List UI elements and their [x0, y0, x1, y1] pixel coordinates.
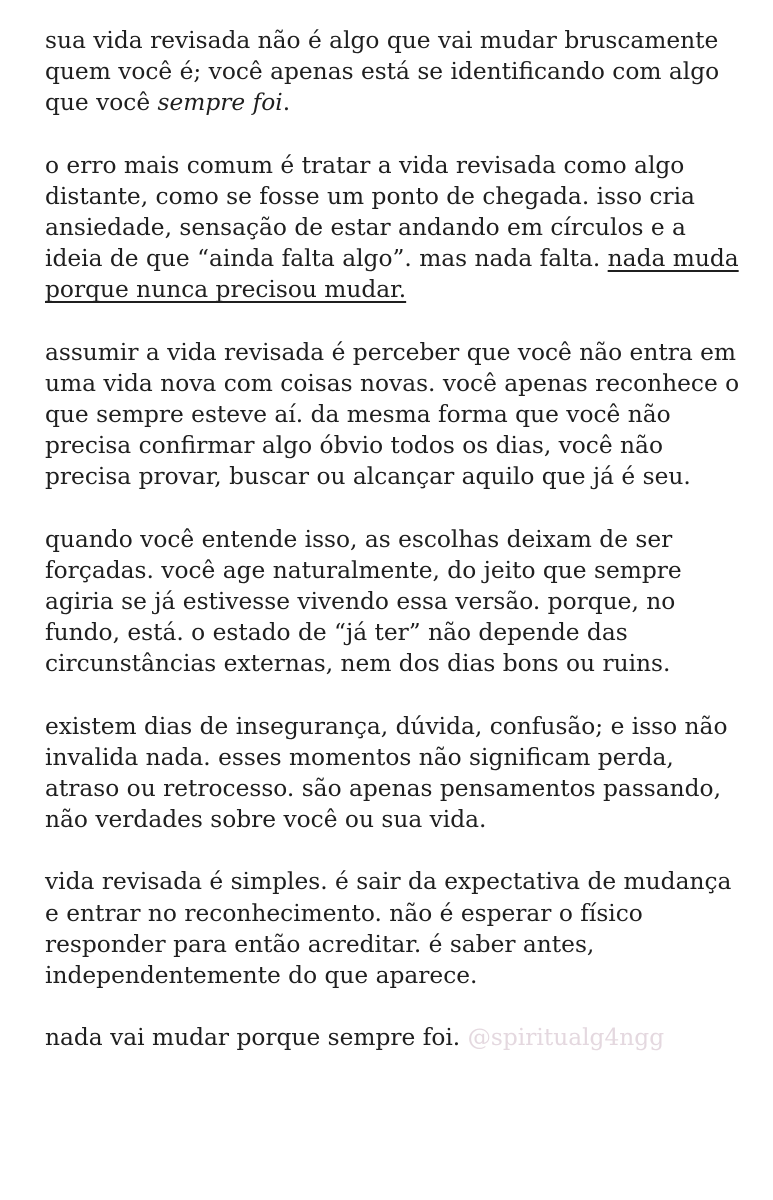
paragraph-4: quando você entende isso, as escolhas deixam de ser forçadas. você age naturalmente, do jeito que sempre agiria se já estivesse vivendo essa versão. porque, no fundo, está. o estado de “já ter” não depende das circunstâncias externas, nem dos dias bons ou ruins. [45, 525, 682, 678]
paragraph-2-text: o erro mais comum é tratar a vida revisada como algo distante, como se fosse um ponto de chegada. isso cria ansiedade, sensação de estar andando em círculos e a ideia de que “ainda falta algo”. mas nada falta. [45, 151, 695, 273]
paragraph-7-text: nada vai mudar porque sempre foi. [45, 1024, 461, 1052]
paragraph-1-end: . [282, 89, 291, 117]
paragraph-1-text: sua vida revisada não é algo que vai mudar bruscamente quem você é; você apenas está se identificando com algo que você [45, 27, 720, 117]
paragraph-1 [45, 25, 745, 119]
paragraph-6: vida revisada é simples. é sair da expectativa de mudança e entrar no reconhecimento. não é esperar o físico responder para então acreditar. é saber antes, independentemente do que aparece. [45, 868, 732, 990]
paragraph-2 [45, 150, 745, 306]
document-body [45, 25, 745, 1053]
paragraph-7 [45, 1022, 745, 1053]
paragraph-5: existem dias de insegurança, dúvida, confusão; e isso não invalida nada. esses momentos não significam perda, atraso ou retrocesso. são apenas pensamentos passando, não verdades sobre você ou sua vida. [45, 712, 728, 834]
paragraph-3: assumir a vida revisada é perceber que você não entra em uma vida nova com coisas novas. você apenas reconhece o que sempre esteve aí. da mesma forma que você não precisa confirmar algo óbvio todos os dias, você não precisa provar, buscar ou alcançar aquilo que já é seu. [45, 338, 740, 491]
paragraph-1-emphasis: sempre foi [157, 89, 283, 117]
watermark-handle: @spiritualg4ngg [467, 1024, 665, 1052]
paragraph-2-underlined: nada muda porque nunca precisou mudar. [45, 245, 739, 304]
